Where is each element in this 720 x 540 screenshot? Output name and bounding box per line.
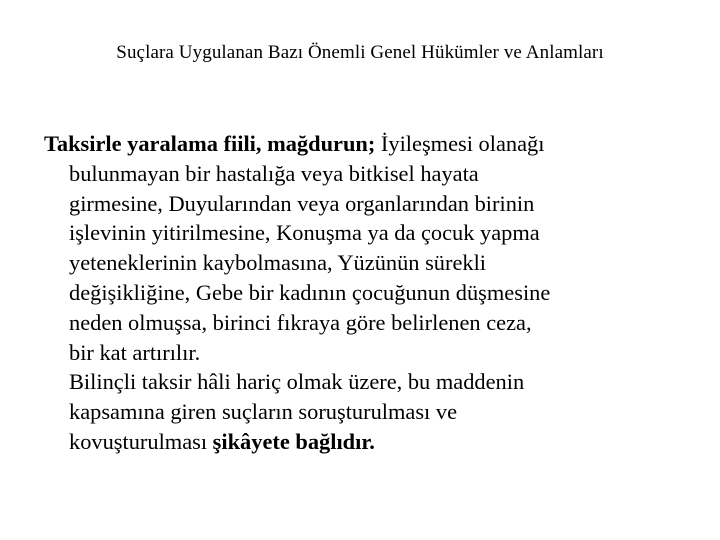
lead-bold-text: Taksirle yaralama fiili, mağdurun; (44, 131, 376, 156)
body-line: neden olmuşsa, birinci fıkraya göre belirlenen ceza, (69, 309, 532, 335)
body-line: işlevinin yitirilmesine, Konuşma ya da çocuk yapma (69, 220, 540, 246)
body-line: bir kat artırılır. (69, 339, 201, 365)
body-line-last (44, 427, 694, 457)
body-line: değişikliğine, Gebe bir kadının çocuğunun düşmesine (69, 279, 551, 305)
slide-title: Suçlara Uygulanan Bazı Önemli Genel Hükümler ve Anlamları (116, 42, 604, 63)
lead-rest-text: İyileşmesi olanağı (375, 131, 545, 156)
slide-body (44, 129, 694, 457)
body-line: girmesine, Duyularından veya organlarından birinin (69, 190, 535, 216)
body-line: Bilinçli taksir hâli hariç olmak üzere, bu maddenin (69, 369, 525, 395)
body-line: bulunmayan bir hastalığa veya bitkisel hayata (69, 160, 479, 186)
last-bold-text: şikâyete bağlıdır. (212, 428, 375, 454)
body-line-1 (44, 129, 694, 159)
last-plain-text: kovuşturulması (69, 428, 213, 454)
body-line: yeteneklerinin kaybolmasına, Yüzünün sürekli (69, 250, 487, 276)
body-line: kapsamına giren suçların soruşturulması ve (69, 399, 458, 425)
